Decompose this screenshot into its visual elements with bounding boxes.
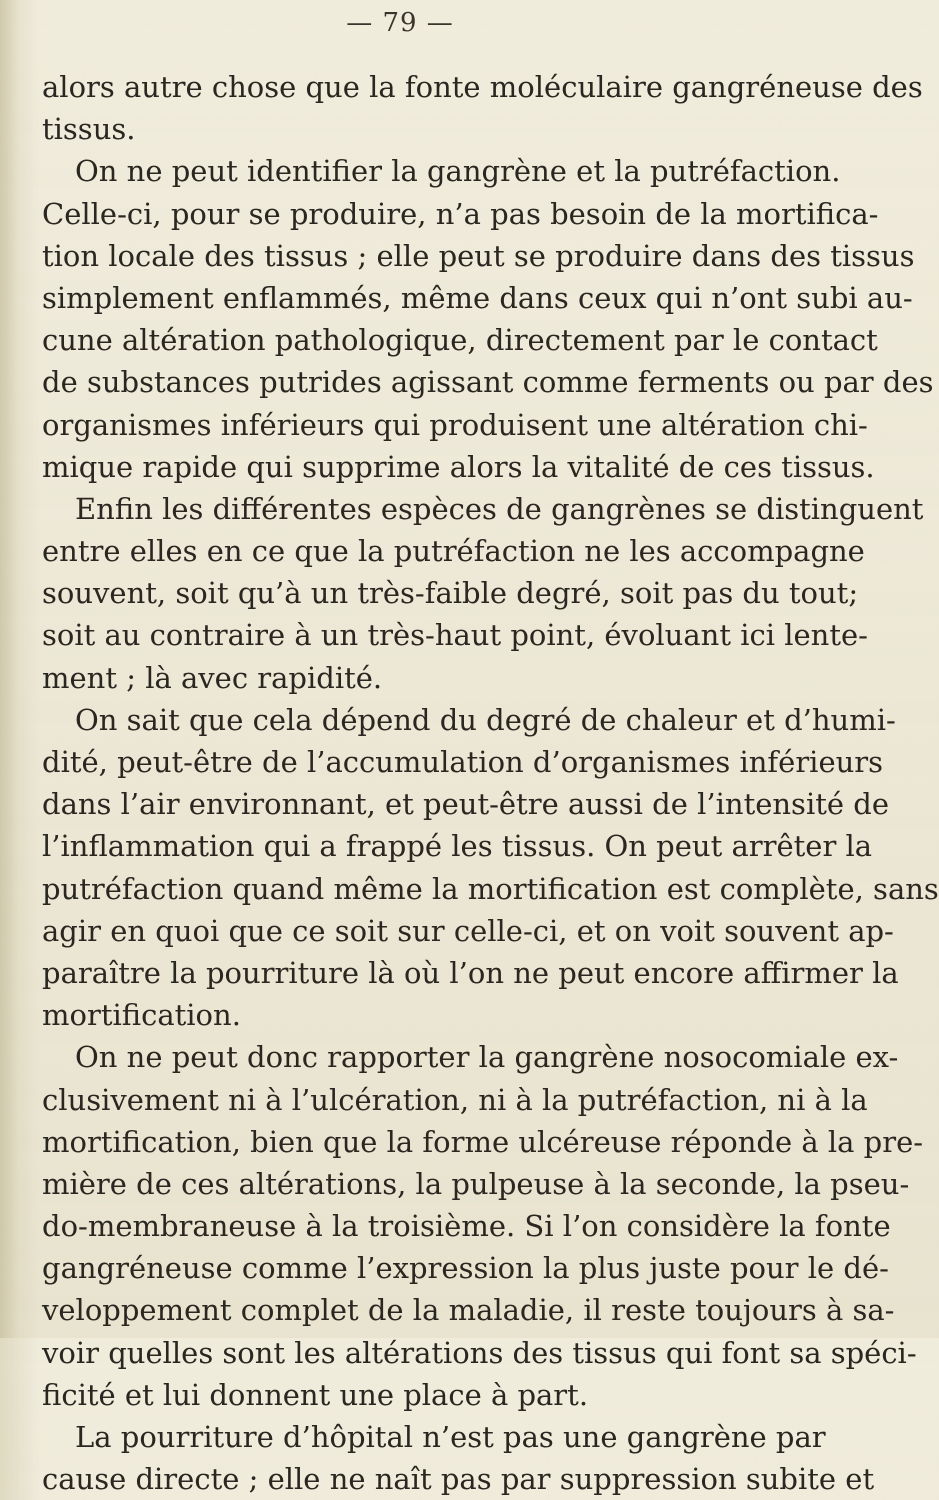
text-line: mique rapide qui supprime alors la vitalité de ces tissus. [42, 449, 875, 484]
text-line: simplement enflammés, même dans ceux qui n’ont subi au- [42, 280, 913, 315]
text-line: Enfin les différentes espèces de gangrènes se distinguent [75, 491, 924, 526]
text-line: dité, peut-être de l’accumulation d’organismes inférieurs [42, 745, 884, 779]
text-line: souvent, soit qu’à un très-faible degré, soit pas du tout; [42, 576, 859, 611]
text-line: soit au contraire à un très-haut point, évoluant ici lente- [42, 618, 868, 653]
text-line: alors autre chose que la fonte moléculaire gangréneuse des [42, 70, 923, 104]
text-line: mortification, bien que la forme ulcéreuse réponde à la pre- [42, 1124, 924, 1159]
text-line: agir en quoi que ce soit sur celle-ci, et on voit souvent ap- [42, 913, 894, 948]
text-line: paraître la pourriture là où l’on ne peut encore affirmer la [42, 955, 899, 990]
text-line: ficité et lui donnent une place à part. [42, 1377, 589, 1412]
text-line: mortification. [42, 998, 241, 1033]
text-line: tissus. [42, 112, 136, 147]
body-text [42, 66, 939, 1500]
text-line: putréfaction quand même la mortification est complète, sans [42, 871, 939, 906]
text-line: La pourriture d’hôpital n’est pas une gangrène par [75, 1420, 826, 1454]
text-line: dans l’air environnant, et peut-être aussi de l’intensité de [42, 787, 889, 822]
text-line: veloppement complet de la maladie, il reste toujours à sa- [42, 1293, 895, 1328]
text-line: do-membraneuse à la troisième. Si l’on considère la fonte [42, 1209, 891, 1244]
text-line: organismes inférieurs qui produisent une altération chi- [42, 407, 868, 442]
text-line: On sait que cela dépend du degré de chaleur et d’humi- [75, 702, 896, 737]
text-line: de substances putrides agissant comme ferments ou par des [42, 365, 934, 400]
text-line: clusivement ni à l’ulcération, ni à la putréfaction, ni à la [42, 1082, 868, 1117]
text-line: tion locale des tissus ; elle peut se produire dans des tissus [42, 238, 915, 273]
text-line: mière de ces altérations, la pulpeuse à la seconde, la pseu- [42, 1166, 910, 1201]
text-line: cause directe ; elle ne naît pas par suppression subite et [42, 1462, 875, 1497]
text-line: On ne peut donc rapporter la gangrène nosocomiale ex- [75, 1040, 899, 1075]
text-line: cune altération pathologique, directement par le contact [42, 323, 878, 358]
text-line: voir quelles sont les altérations des tissus qui font sa spéci- [42, 1335, 917, 1370]
text-line: ment ; là avec rapidité. [42, 660, 383, 695]
page-number: — 79 — [346, 8, 454, 38]
text-line: Celle-ci, pour se produire, n’a pas besoin de la mortifica- [42, 196, 879, 231]
text-line: entre elles en ce que la putréfaction ne les accompagne [42, 534, 865, 569]
text-line: gangréneuse comme l’expression la plus juste pour le dé- [42, 1251, 889, 1286]
text-line: l’inflammation qui a frappé les tissus. On peut arrêter la [42, 829, 873, 864]
text-line: On ne peut identifier la gangrène et la putréfaction. [75, 154, 841, 189]
page-edge-shadow [0, 0, 18, 1338]
